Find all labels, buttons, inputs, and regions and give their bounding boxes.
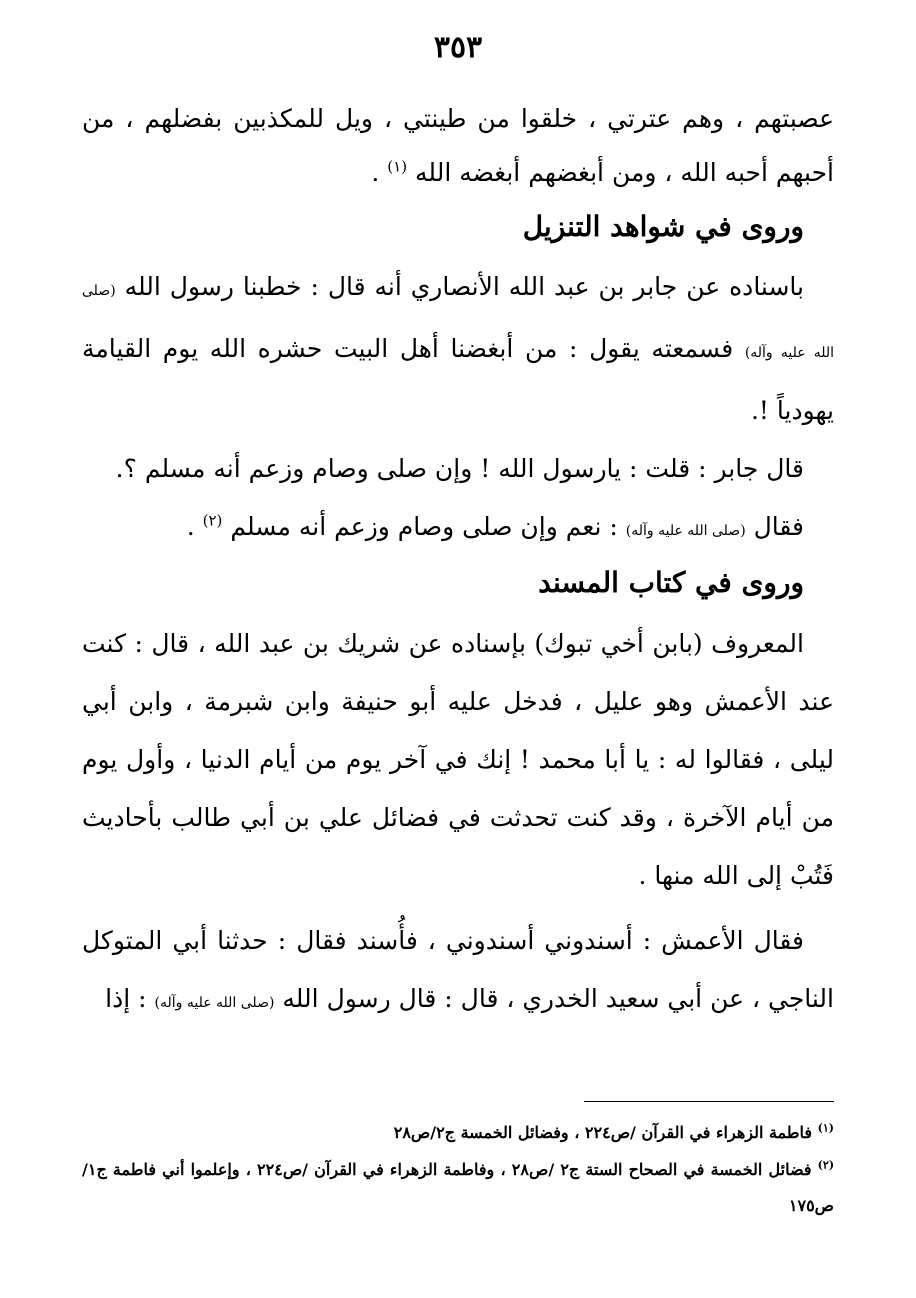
footnote-2-text: فضائل الخمسة في الصحاح الستة ج٢ /ص٢٨ ، وفاطمة الزهراء في القرآن /ص٢٢٤ ، وإعلموا أني فاطمة ج١/ص١٧٥ (82, 1160, 834, 1215)
footnote-ref-2: (٢) (202, 511, 223, 530)
paragraph-1-end: . (371, 158, 388, 187)
footnote-1 (82, 1116, 834, 1150)
paragraph-4 (82, 615, 834, 905)
paragraph-4-text: المعروف (بابن أخي تبوك) بإسناده عن شريك بن عبد الله ، قال : كنت عند الأعمش وهو عليل ، فدخل عليه أبو حنيفة وابن شبرمة ، وابن أبي ليلى ، فقالوا له : يا أبا محمد ! إنك في آخر يوم من أيام الدنيا ، وأول يوم من أيام الآخرة ، وقد كنت تحدثت في فضائل علي بن أبي طالب بأحاديث فَتُبْ إلى الله منها . (82, 629, 834, 890)
footnote-2-mark: (٢) (817, 1158, 835, 1172)
footnote-1-mark: (١) (817, 1121, 834, 1135)
paragraph-1-text: عصبتهم ، وهم عترتي ، خلقوا من طينتي ، ويل للمكذبين بفضلهم ، من أحبهم أحبه الله ، ومن أبغضهم أبغضه الله (82, 104, 834, 187)
paragraph-2-text-a: باسناده عن جابر بن عبد الله الأنصاري أنه قال : خطبنا رسول الله (124, 272, 804, 301)
heading-shawahid-al-tanzil: وروى في شواهد التنزيل (522, 210, 804, 243)
paragraph-5-text-a: فقال الأعمش : أسندوني أسندوني ، فأُسند فقال : حدثنا أبي المتوكل الناجي ، عن أبي سعيد الخدري ، قال : قال رسول الله (82, 926, 834, 1013)
paragraph-3-line-2a: فقال (753, 512, 804, 541)
footnote-2 (82, 1152, 834, 1224)
paragraph-1 (82, 92, 834, 200)
paragraph-2 (82, 258, 834, 440)
paragraph-5 (82, 912, 834, 1032)
footnote-separator (584, 1101, 834, 1102)
footnote-ref-1: (١) (387, 157, 408, 176)
paragraph-5-text-b: : إذا (105, 984, 147, 1013)
salawat-1: (صلى الله عليه وآله) (82, 283, 835, 361)
page-number: ٣٥٣ (433, 30, 483, 65)
footnote-1-text: فاطمة الزهراء في القرآن /ص٢٢٤ ، وفضائل الخمسة ج٢/ص٢٨ (393, 1123, 813, 1142)
paragraph-3 (82, 440, 834, 560)
paragraph-2-text-b: فسمعته يقول : من أبغضنا أهل البيت حشره الله يوم القيامة يهودياً !. (82, 334, 834, 425)
salawat-3: (صلى الله عليه وآله) (154, 995, 275, 1011)
paragraph-3-line-2b: : نعم وإن صلى وصام وزعم أنه مسلم (230, 512, 618, 541)
paragraph-3-line-1: قال جابر : قلت : يارسول الله ! وإن صلى وصام وزعم أنه مسلم ؟. (115, 454, 804, 483)
salawat-2: (صلى الله عليه وآله) (625, 523, 746, 539)
paragraph-3-end: . (186, 512, 203, 541)
heading-kitab-al-musnad: وروى في كتاب المسند (538, 566, 804, 599)
